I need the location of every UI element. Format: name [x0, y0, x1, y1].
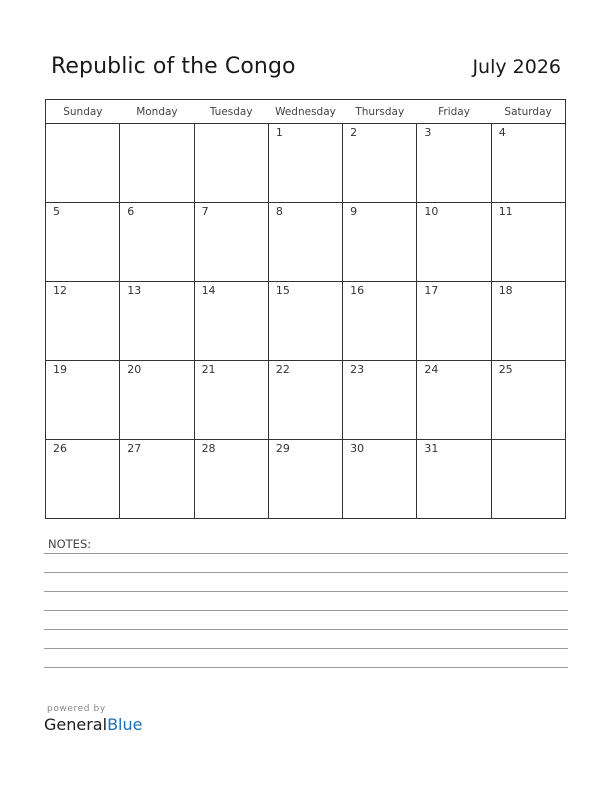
brand-logo — [44, 704, 142, 734]
day-cell: 16 — [343, 282, 417, 361]
day-cell: 28 — [194, 440, 268, 519]
weekday-monday: Monday — [120, 100, 194, 124]
notes-lines — [44, 553, 568, 686]
day-cell: 31 — [417, 440, 491, 519]
day-cell: 10 — [417, 203, 491, 282]
day-cell — [194, 124, 268, 203]
week-row — [46, 124, 566, 203]
day-cell: 17 — [417, 282, 491, 361]
powered-by-text: powered by — [47, 704, 106, 714]
day-cell: 2 — [343, 124, 417, 203]
weekday-saturday: Saturday — [491, 100, 565, 124]
week-row — [46, 440, 566, 519]
weekday-sunday: Sunday — [46, 100, 120, 124]
day-cell: 19 — [46, 361, 120, 440]
day-cell: 1 — [268, 124, 342, 203]
note-line — [44, 572, 568, 573]
day-cell: 8 — [268, 203, 342, 282]
brand-name-blue: Blue — [107, 715, 143, 734]
day-cell: 4 — [491, 124, 565, 203]
day-cell: 27 — [120, 440, 194, 519]
note-line — [44, 591, 568, 592]
note-line — [44, 610, 568, 611]
note-line — [44, 667, 568, 668]
brand-name-general: General — [44, 715, 108, 734]
day-cell: 21 — [194, 361, 268, 440]
day-cell: 26 — [46, 440, 120, 519]
day-cell: 24 — [417, 361, 491, 440]
day-cell: 23 — [343, 361, 417, 440]
day-cell: 9 — [343, 203, 417, 282]
week-row — [46, 282, 566, 361]
calendar-grid — [45, 99, 566, 519]
day-cell: 11 — [491, 203, 565, 282]
week-row — [46, 361, 566, 440]
month-title: July 2026 — [472, 56, 561, 78]
brand-name — [44, 715, 142, 734]
week-row — [46, 203, 566, 282]
day-cell: 30 — [343, 440, 417, 519]
note-line — [44, 553, 568, 554]
note-line — [44, 648, 568, 649]
day-cell: 5 — [46, 203, 120, 282]
day-cell: 20 — [120, 361, 194, 440]
day-cell: 14 — [194, 282, 268, 361]
day-cell — [491, 440, 565, 519]
notes-label: NOTES: — [48, 537, 92, 551]
note-line — [44, 629, 568, 630]
day-cell: 29 — [268, 440, 342, 519]
day-cell: 18 — [491, 282, 565, 361]
page-title: Republic of the Congo — [51, 54, 296, 79]
day-cell — [46, 124, 120, 203]
weekday-header-row — [46, 100, 566, 124]
day-cell: 7 — [194, 203, 268, 282]
day-cell: 13 — [120, 282, 194, 361]
weekday-friday: Friday — [417, 100, 491, 124]
day-cell: 22 — [268, 361, 342, 440]
day-cell: 6 — [120, 203, 194, 282]
weekday-wednesday: Wednesday — [268, 100, 342, 124]
weekday-tuesday: Tuesday — [194, 100, 268, 124]
day-cell: 12 — [46, 282, 120, 361]
day-cell: 25 — [491, 361, 565, 440]
day-cell: 3 — [417, 124, 491, 203]
day-cell — [120, 124, 194, 203]
weekday-thursday: Thursday — [343, 100, 417, 124]
day-cell: 15 — [268, 282, 342, 361]
